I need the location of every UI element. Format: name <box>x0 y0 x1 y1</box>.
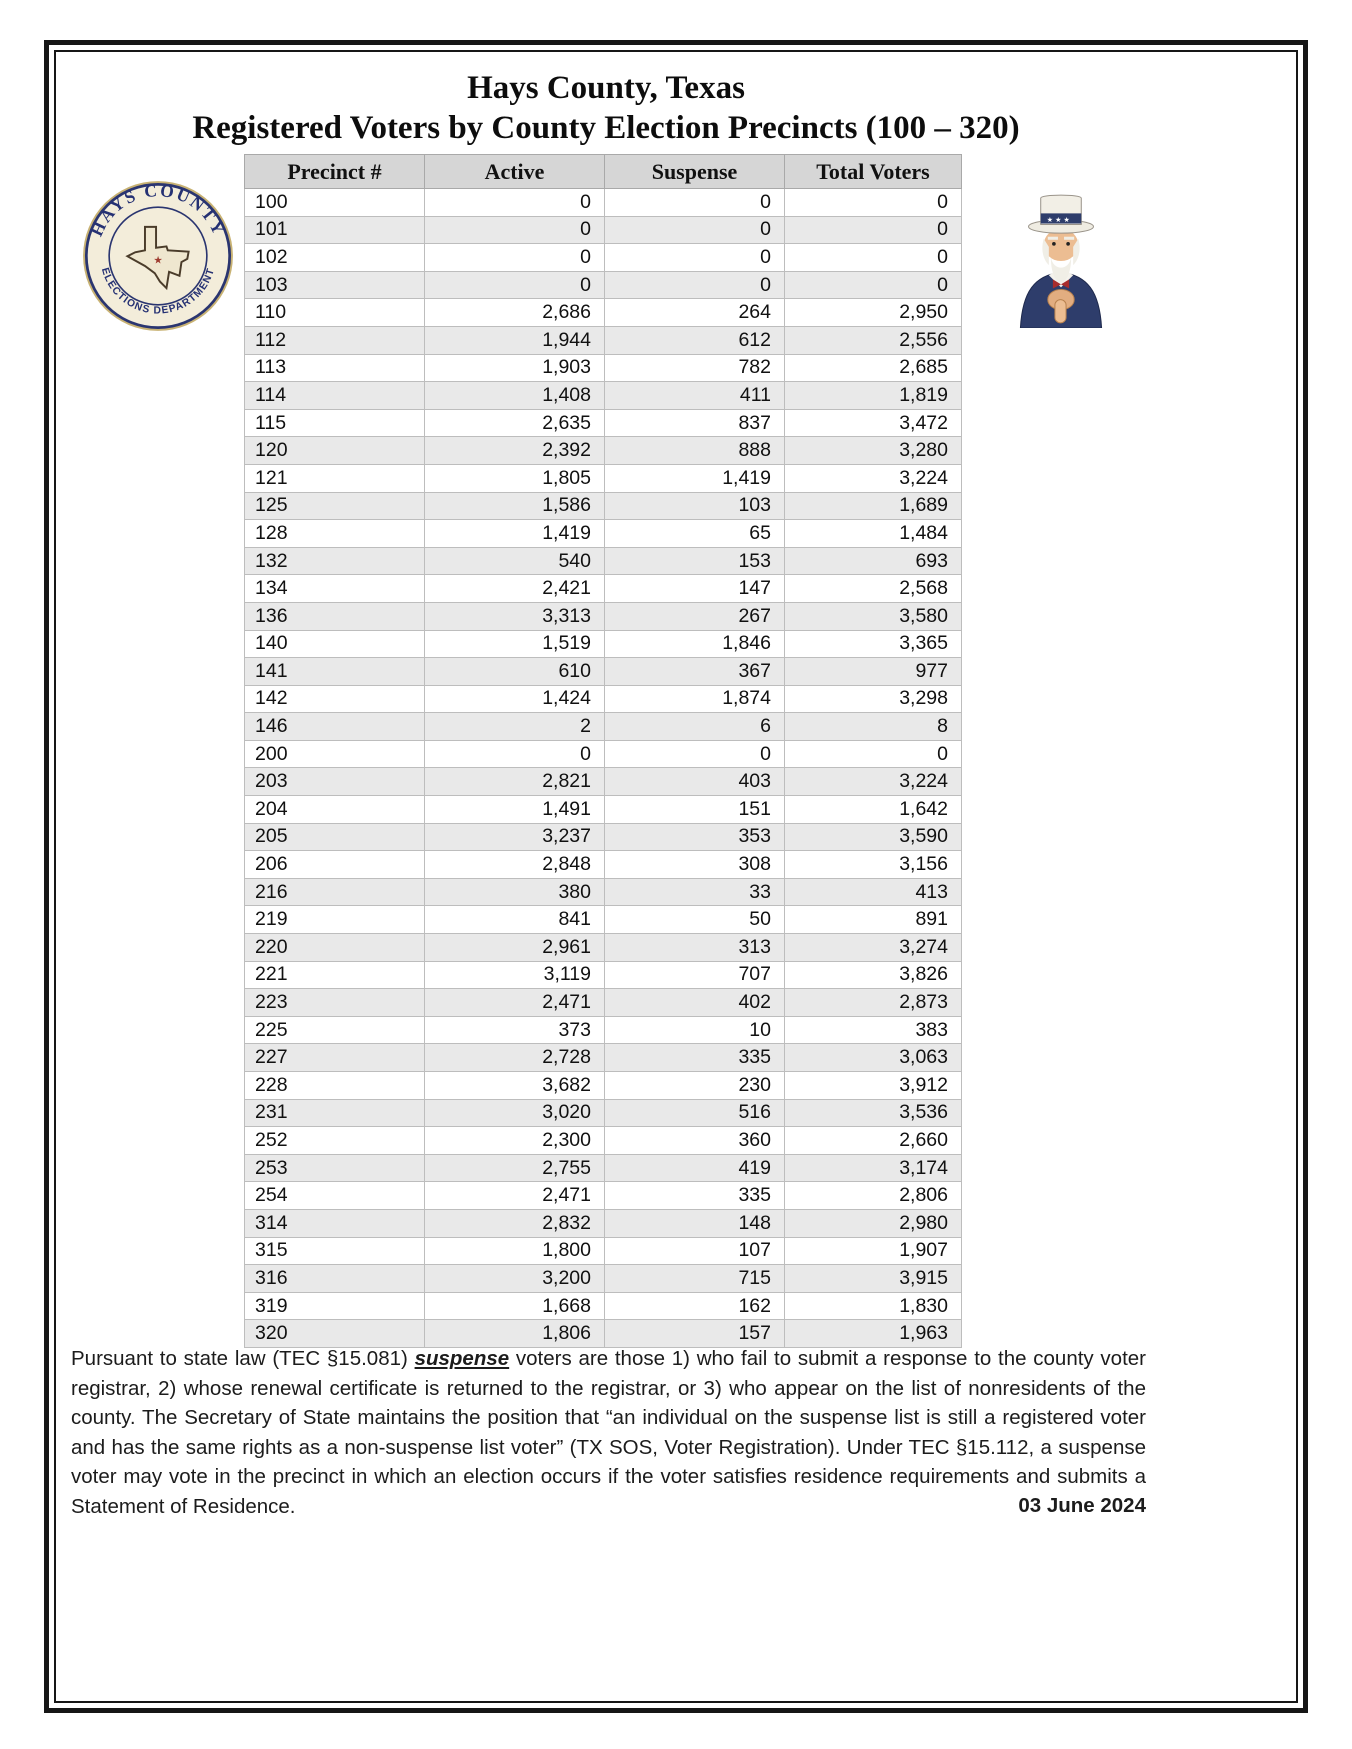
precinct-cell: 314 <box>245 1209 425 1237</box>
table-row <box>245 713 962 741</box>
value-cell: 841 <box>425 906 605 934</box>
page-header <box>56 70 1156 148</box>
table-row <box>245 768 962 796</box>
table-row <box>245 823 962 851</box>
value-cell: 3,274 <box>785 934 962 962</box>
value-cell: 3,365 <box>785 630 962 658</box>
value-cell: 402 <box>605 989 785 1017</box>
value-cell: 2,806 <box>785 1182 962 1210</box>
value-cell: 264 <box>605 299 785 327</box>
table-row <box>245 796 962 824</box>
precinct-cell: 253 <box>245 1154 425 1182</box>
table-row <box>245 1044 962 1072</box>
value-cell: 1,408 <box>425 382 605 410</box>
value-cell: 1,903 <box>425 354 605 382</box>
value-cell: 3,590 <box>785 823 962 851</box>
registered-voters-table <box>244 154 962 1348</box>
precinct-cell: 315 <box>245 1237 425 1265</box>
value-cell: 2,392 <box>425 437 605 465</box>
value-cell: 0 <box>785 244 962 272</box>
value-cell: 3,156 <box>785 851 962 879</box>
value-cell: 3,280 <box>785 437 962 465</box>
table-row <box>245 1292 962 1320</box>
value-cell: 0 <box>425 189 605 217</box>
value-cell: 891 <box>785 906 962 934</box>
eye-left <box>1052 242 1056 246</box>
value-cell: 2,471 <box>425 1182 605 1210</box>
value-cell: 1,806 <box>425 1320 605 1348</box>
value-cell: 0 <box>425 216 605 244</box>
value-cell: 413 <box>785 878 962 906</box>
table-row <box>245 630 962 658</box>
value-cell: 403 <box>605 768 785 796</box>
value-cell: 610 <box>425 658 605 686</box>
value-cell: 2,873 <box>785 989 962 1017</box>
value-cell: 1,830 <box>785 1292 962 1320</box>
report-date: 03 June 2024 <box>1004 1491 1146 1521</box>
value-cell: 2,635 <box>425 409 605 437</box>
table-row <box>245 547 962 575</box>
precinct-cell: 200 <box>245 740 425 768</box>
footer-text-before: Pursuant to state law (TEC §15.081) <box>71 1347 415 1370</box>
eye-right <box>1066 242 1070 246</box>
table-row <box>245 520 962 548</box>
precinct-cell: 228 <box>245 1072 425 1100</box>
value-cell: 0 <box>425 271 605 299</box>
precinct-cell: 216 <box>245 878 425 906</box>
value-cell: 50 <box>605 906 785 934</box>
precinct-cell: 103 <box>245 271 425 299</box>
value-cell: 3,915 <box>785 1265 962 1293</box>
value-cell: 3,063 <box>785 1044 962 1072</box>
value-cell: 1,484 <box>785 520 962 548</box>
value-cell: 540 <box>425 547 605 575</box>
value-cell: 151 <box>605 796 785 824</box>
value-cell: 1,963 <box>785 1320 962 1348</box>
precinct-cell: 128 <box>245 520 425 548</box>
precinct-cell: 220 <box>245 934 425 962</box>
table-row <box>245 575 962 603</box>
value-cell: 715 <box>605 1265 785 1293</box>
table-row <box>245 437 962 465</box>
value-cell: 267 <box>605 602 785 630</box>
column-header: Suspense <box>605 155 785 189</box>
precinct-cell: 100 <box>245 189 425 217</box>
table-row <box>245 1016 962 1044</box>
precinct-cell: 206 <box>245 851 425 879</box>
table-row <box>245 492 962 520</box>
value-cell: 2,980 <box>785 1209 962 1237</box>
table-row <box>245 658 962 686</box>
value-cell: 1,419 <box>605 464 785 492</box>
value-cell: 2,685 <box>785 354 962 382</box>
table-row <box>245 382 962 410</box>
value-cell: 383 <box>785 1016 962 1044</box>
precinct-cell: 219 <box>245 906 425 934</box>
value-cell: 0 <box>605 216 785 244</box>
precinct-cell: 320 <box>245 1320 425 1348</box>
table-row <box>245 409 962 437</box>
value-cell: 2,300 <box>425 1127 605 1155</box>
table-row <box>245 299 962 327</box>
value-cell: 1,689 <box>785 492 962 520</box>
precinct-cell: 101 <box>245 216 425 244</box>
table-row <box>245 1099 962 1127</box>
seal-top-text: HAYS COUNTY <box>87 180 229 240</box>
value-cell: 313 <box>605 934 785 962</box>
table-row <box>245 685 962 713</box>
precinct-cell: 120 <box>245 437 425 465</box>
value-cell: 153 <box>605 547 785 575</box>
table-row <box>245 1265 962 1293</box>
pointing-finger <box>1055 300 1066 323</box>
value-cell: 2,421 <box>425 575 605 603</box>
value-cell: 1,907 <box>785 1237 962 1265</box>
value-cell: 3,580 <box>785 602 962 630</box>
value-cell: 1,668 <box>425 1292 605 1320</box>
value-cell: 367 <box>605 658 785 686</box>
table-row <box>245 1237 962 1265</box>
value-cell: 0 <box>605 271 785 299</box>
value-cell: 888 <box>605 437 785 465</box>
value-cell: 2,660 <box>785 1127 962 1155</box>
table-row <box>245 1154 962 1182</box>
value-cell: 3,020 <box>425 1099 605 1127</box>
value-cell: 3,536 <box>785 1099 962 1127</box>
value-cell: 1,519 <box>425 630 605 658</box>
value-cell: 6 <box>605 713 785 741</box>
eyebrow-left <box>1048 237 1058 240</box>
value-cell: 0 <box>785 271 962 299</box>
value-cell: 2,686 <box>425 299 605 327</box>
precinct-cell: 231 <box>245 1099 425 1127</box>
table-row <box>245 851 962 879</box>
precinct-cell: 125 <box>245 492 425 520</box>
value-cell: 157 <box>605 1320 785 1348</box>
hat-stars-icon: ★ ★ ★ <box>1046 216 1070 225</box>
table-row <box>245 934 962 962</box>
precinct-cell: 319 <box>245 1292 425 1320</box>
page-subtitle: Registered Voters by County Election Precincts (100 – 320) <box>192 109 1020 146</box>
table-row <box>245 1209 962 1237</box>
precinct-cell: 121 <box>245 464 425 492</box>
table-row <box>245 326 962 354</box>
page-inner-border <box>54 50 1298 1703</box>
value-cell: 2,471 <box>425 989 605 1017</box>
value-cell: 3,224 <box>785 464 962 492</box>
value-cell: 3,224 <box>785 768 962 796</box>
precinct-cell: 132 <box>245 547 425 575</box>
value-cell: 0 <box>785 189 962 217</box>
table-row <box>245 878 962 906</box>
precinct-cell: 225 <box>245 1016 425 1044</box>
precinct-cell: 316 <box>245 1265 425 1293</box>
value-cell: 335 <box>605 1044 785 1072</box>
precinct-cell: 223 <box>245 989 425 1017</box>
value-cell: 2,821 <box>425 768 605 796</box>
eyebrow-right <box>1064 237 1074 240</box>
value-cell: 8 <box>785 713 962 741</box>
precinct-cell: 112 <box>245 326 425 354</box>
value-cell: 411 <box>605 382 785 410</box>
table-row <box>245 1182 962 1210</box>
precinct-cell: 142 <box>245 685 425 713</box>
precinct-cell: 252 <box>245 1127 425 1155</box>
table-row <box>245 354 962 382</box>
precinct-cell: 134 <box>245 575 425 603</box>
value-cell: 3,119 <box>425 961 605 989</box>
precinct-cell: 203 <box>245 768 425 796</box>
value-cell: 353 <box>605 823 785 851</box>
footer-note <box>71 1344 1146 1521</box>
value-cell: 3,682 <box>425 1072 605 1100</box>
value-cell: 2,848 <box>425 851 605 879</box>
table-row <box>245 271 962 299</box>
value-cell: 2,556 <box>785 326 962 354</box>
value-cell: 33 <box>605 878 785 906</box>
value-cell: 230 <box>605 1072 785 1100</box>
footer-text-after: voters are those 1) who fail to submit a response to the county voter registrar, 2) whose renewal certificate is returned to the registrar, or 3) who appear on the list of nonresidents of the county. The Secretary of State maintains the position that “an individual on the suspense list is still a registered voter and has the same rights as a non-suspense list voter” (TX SOS, Voter Registration). Under TEC §15.112, a suspense voter may vote in the precinct in which an election occurs if the voter satisfies residence requirements and submits a Statement of Residence. <box>71 1347 1146 1518</box>
table-row <box>245 216 962 244</box>
precinct-cell: 102 <box>245 244 425 272</box>
table-row <box>245 989 962 1017</box>
value-cell: 1,419 <box>425 520 605 548</box>
value-cell: 3,472 <box>785 409 962 437</box>
precinct-cell: 115 <box>245 409 425 437</box>
value-cell: 2,755 <box>425 1154 605 1182</box>
value-cell: 0 <box>425 740 605 768</box>
value-cell: 1,642 <box>785 796 962 824</box>
value-cell: 107 <box>605 1237 785 1265</box>
value-cell: 2,568 <box>785 575 962 603</box>
precinct-cell: 204 <box>245 796 425 824</box>
value-cell: 516 <box>605 1099 785 1127</box>
precinct-cell: 221 <box>245 961 425 989</box>
value-cell: 3,174 <box>785 1154 962 1182</box>
page-title: Hays County, Texas <box>467 70 745 106</box>
table-row <box>245 740 962 768</box>
uncle-sam-image <box>1004 186 1118 328</box>
value-cell: 0 <box>605 189 785 217</box>
county-seal <box>82 180 234 332</box>
value-cell: 103 <box>605 492 785 520</box>
table-body <box>245 189 962 1348</box>
value-cell: 308 <box>605 851 785 879</box>
column-header: Precinct # <box>245 155 425 189</box>
value-cell: 1,586 <box>425 492 605 520</box>
table-row <box>245 244 962 272</box>
value-cell: 2,961 <box>425 934 605 962</box>
value-cell: 693 <box>785 547 962 575</box>
precinct-cell: 114 <box>245 382 425 410</box>
page-border-frame <box>44 40 1308 1713</box>
value-cell: 1,424 <box>425 685 605 713</box>
uncle-sam-pointing-icon <box>1004 186 1118 328</box>
table-row <box>245 906 962 934</box>
value-cell: 335 <box>605 1182 785 1210</box>
value-cell: 2,832 <box>425 1209 605 1237</box>
value-cell: 612 <box>605 326 785 354</box>
value-cell: 782 <box>605 354 785 382</box>
value-cell: 3,200 <box>425 1265 605 1293</box>
table-row <box>245 1127 962 1155</box>
value-cell: 3,912 <box>785 1072 962 1100</box>
value-cell: 707 <box>605 961 785 989</box>
star-icon: ★ <box>153 255 163 267</box>
value-cell: 2 <box>425 713 605 741</box>
precinct-cell: 146 <box>245 713 425 741</box>
value-cell: 360 <box>605 1127 785 1155</box>
value-cell: 65 <box>605 520 785 548</box>
table-row <box>245 1072 962 1100</box>
value-cell: 0 <box>605 740 785 768</box>
precinct-cell: 110 <box>245 299 425 327</box>
table-row <box>245 602 962 630</box>
precinct-cell: 113 <box>245 354 425 382</box>
precinct-cell: 141 <box>245 658 425 686</box>
value-cell: 10 <box>605 1016 785 1044</box>
value-cell: 3,298 <box>785 685 962 713</box>
value-cell: 837 <box>605 409 785 437</box>
value-cell: 0 <box>425 244 605 272</box>
value-cell: 1,800 <box>425 1237 605 1265</box>
value-cell: 1,846 <box>605 630 785 658</box>
column-header: Active <box>425 155 605 189</box>
value-cell: 0 <box>605 244 785 272</box>
value-cell: 1,805 <box>425 464 605 492</box>
value-cell: 2,728 <box>425 1044 605 1072</box>
precinct-cell: 136 <box>245 602 425 630</box>
table-header-row <box>245 155 962 189</box>
column-header: Total Voters <box>785 155 962 189</box>
value-cell: 3,313 <box>425 602 605 630</box>
value-cell: 380 <box>425 878 605 906</box>
value-cell: 1,819 <box>785 382 962 410</box>
table-row <box>245 961 962 989</box>
precinct-cell: 254 <box>245 1182 425 1210</box>
value-cell: 3,237 <box>425 823 605 851</box>
precinct-cell: 140 <box>245 630 425 658</box>
precinct-cell: 205 <box>245 823 425 851</box>
value-cell: 162 <box>605 1292 785 1320</box>
value-cell: 977 <box>785 658 962 686</box>
seal-bottom-text: ELECTIONS DEPARTMENT <box>98 266 218 317</box>
value-cell: 147 <box>605 575 785 603</box>
value-cell: 419 <box>605 1154 785 1182</box>
value-cell: 3,826 <box>785 961 962 989</box>
value-cell: 2,950 <box>785 299 962 327</box>
value-cell: 1,491 <box>425 796 605 824</box>
precinct-cell: 227 <box>245 1044 425 1072</box>
value-cell: 148 <box>605 1209 785 1237</box>
value-cell: 373 <box>425 1016 605 1044</box>
table-row <box>245 464 962 492</box>
county-seal-icon <box>82 180 234 332</box>
value-cell: 0 <box>785 216 962 244</box>
footer-suspense-term: suspense <box>414 1347 510 1370</box>
value-cell: 1,944 <box>425 326 605 354</box>
value-cell: 0 <box>785 740 962 768</box>
value-cell: 1,874 <box>605 685 785 713</box>
table-row <box>245 189 962 217</box>
